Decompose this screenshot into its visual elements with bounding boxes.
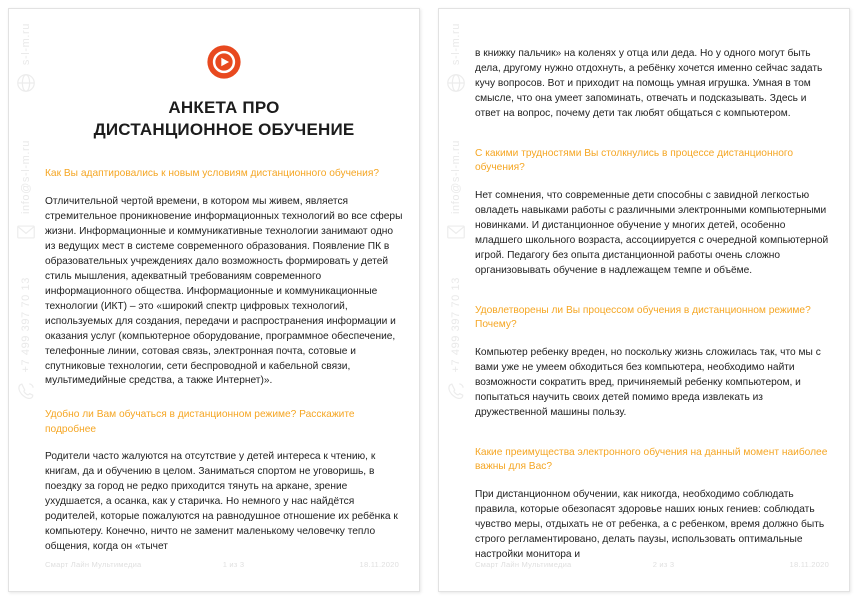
footer-page-number: 1 из 3	[222, 560, 245, 569]
contact-phone[interactable]	[15, 277, 37, 402]
qa-block	[475, 304, 833, 421]
footer-date: 18.11.2020	[789, 560, 829, 569]
contact-rail	[439, 9, 473, 591]
page-sheet	[438, 8, 850, 592]
qa-block	[475, 47, 833, 122]
play-button-logo-icon	[205, 43, 243, 81]
survey-question: Как Вы адаптировались к новым условиям дистанционного обучения?	[45, 168, 380, 180]
phone-icon	[445, 380, 467, 402]
survey-answer: Компьютер ребенку вреден, но поскольку жизнь сложилась так, что мы с вами уже не умеем обходиться без компьютера, необходимо найти возможности сократить вред, причиняемый ребенку компьютером, и попытаться научить своих детей помимо вреда извлекать из дружественной машины пользу.	[475, 346, 821, 418]
footer-date: 18.11.2020	[359, 560, 399, 569]
qa-block	[45, 408, 403, 555]
contact-email[interactable]	[15, 140, 37, 243]
website-text: s-l-m.ru	[450, 23, 462, 66]
globe-icon	[15, 72, 37, 94]
survey-question: С какими трудностями Вы столкнулись в процессе дистанционного обучения?	[475, 147, 794, 174]
qa-block	[475, 147, 833, 279]
survey-question: Удовлетворены ли Вы процессом обучения в дистанционном режиме? Почему?	[475, 304, 811, 331]
footer-brand: Смарт Лайн Мультимедиа	[45, 560, 142, 569]
survey-question: Удобно ли Вам обучаться в дистанционном режиме? Расскажите подробнее	[45, 409, 355, 435]
document-page-2[interactable]	[430, 0, 860, 600]
phone-text: +7 499 397 70 13	[450, 277, 462, 373]
masthead	[45, 9, 403, 141]
page-title-line2: ДИСТАНЦИОННОЕ ОБУЧЕНИЕ	[93, 120, 355, 140]
content-blocks	[45, 167, 403, 555]
contact-website[interactable]	[445, 23, 467, 94]
envelope-icon	[15, 221, 37, 243]
page-footer	[45, 560, 399, 569]
contact-email[interactable]	[445, 140, 467, 243]
survey-answer: Родители часто жалуются на отсутствие у детей интереса к чтению, к книгам, да и обучению в целом. Заниматься спортом не уговоришь, в поездку за город не редко приходится тянуть на аркане, зрение ухудшается, а осанка, как у старичка. Но немного у нас найдётся родителей, которые пожалуются на равнодушное отношение их ребёнка к компьютеру. Конечно, ничто не заменит маленькому человечку тепло общения, когда он «тычет	[45, 451, 398, 553]
footer-page-number: 2 из 3	[652, 560, 675, 569]
globe-icon	[445, 72, 467, 94]
page-content	[45, 9, 403, 591]
envelope-icon	[445, 221, 467, 243]
footer-brand: Смарт Лайн Мультимедиа	[475, 560, 572, 569]
website-text: s-l-m.ru	[20, 23, 32, 66]
page-title	[45, 97, 403, 141]
qa-block	[45, 167, 403, 389]
contact-rail	[9, 9, 43, 591]
survey-question: Какие преимущества электронного обучения на данный момент наиболее важны для Вас?	[475, 446, 828, 473]
email-text: info@s-l-m.ru	[450, 140, 462, 215]
content-blocks	[475, 47, 833, 563]
phone-icon	[15, 380, 37, 402]
page-footer	[475, 560, 829, 569]
survey-answer: Нет сомнения, что современные дети способны с завидной легкостью овладеть навыками работы с различными электронными компьютерными новинками. И дистанционное обучение у многих детей, особенно младшего школьного возраста, ассоциируется с очередной компьютерной игрой. Педагогу без опыта дистанционной работы очень сложно организовывать обучение в надлежащем темпе и объёме.	[475, 189, 829, 276]
page-content	[475, 9, 833, 591]
page-sheet	[8, 8, 420, 592]
contact-phone[interactable]	[445, 277, 467, 402]
survey-answer: в книжку пальчик» на коленях у отца или деда. Но у одного могут быть дела, другому нужно отдохнуть, а ребёнку хочется именно сейчас задать кучу вопросов. Вот и приходит на помощь умная игрушка. Умная в том смысле, что она умеет запоминать, отвечать и подсказывать. Здесь и ответ на вопрос, почему дети так любят общаться с компьютером.	[475, 48, 823, 119]
survey-answer: Отличительной чертой времени, в котором мы живем, является стремительное проникновение информационных технологий во все сферы жизни. Информационные и коммуникативные технологии занимают одно из ведущих мест в системе современного образования. Появление ПК в образовательных учреждениях дало возможность формировать у детей стиль мышления, адекватный требованиям современного информационного общества. Информационные и коммуникационные технологии (ИКТ) – это «широкий спектр цифровых технологий, используемых для создания, передачи и распространения информации и оказания услуг (компьютерное оборудование, программное обеспечение, телефонные линии, сотовая связь, электронная почта, сотовые и спутниковые технологии, сети беспроводной и кабельной связи, мультимедийные средства, а также Интернет)».	[45, 195, 403, 387]
contact-website[interactable]	[15, 23, 37, 94]
page-title-line1: АНКЕТА ПРО	[168, 98, 280, 117]
phone-text: +7 499 397 70 13	[20, 277, 32, 373]
email-text: info@s-l-m.ru	[20, 140, 32, 215]
survey-answer: При дистанционном обучении, как никогда, необходимо соблюдать правила, которые обезопасят здоровье наших юных гениев: соблюдать чувство меры, отдыхать не от ребенка, а с ребенком, время должно быть строго регламентировано, делать паузы, использовать оптимальные настройки монитора и	[475, 488, 825, 560]
qa-block	[475, 446, 833, 563]
